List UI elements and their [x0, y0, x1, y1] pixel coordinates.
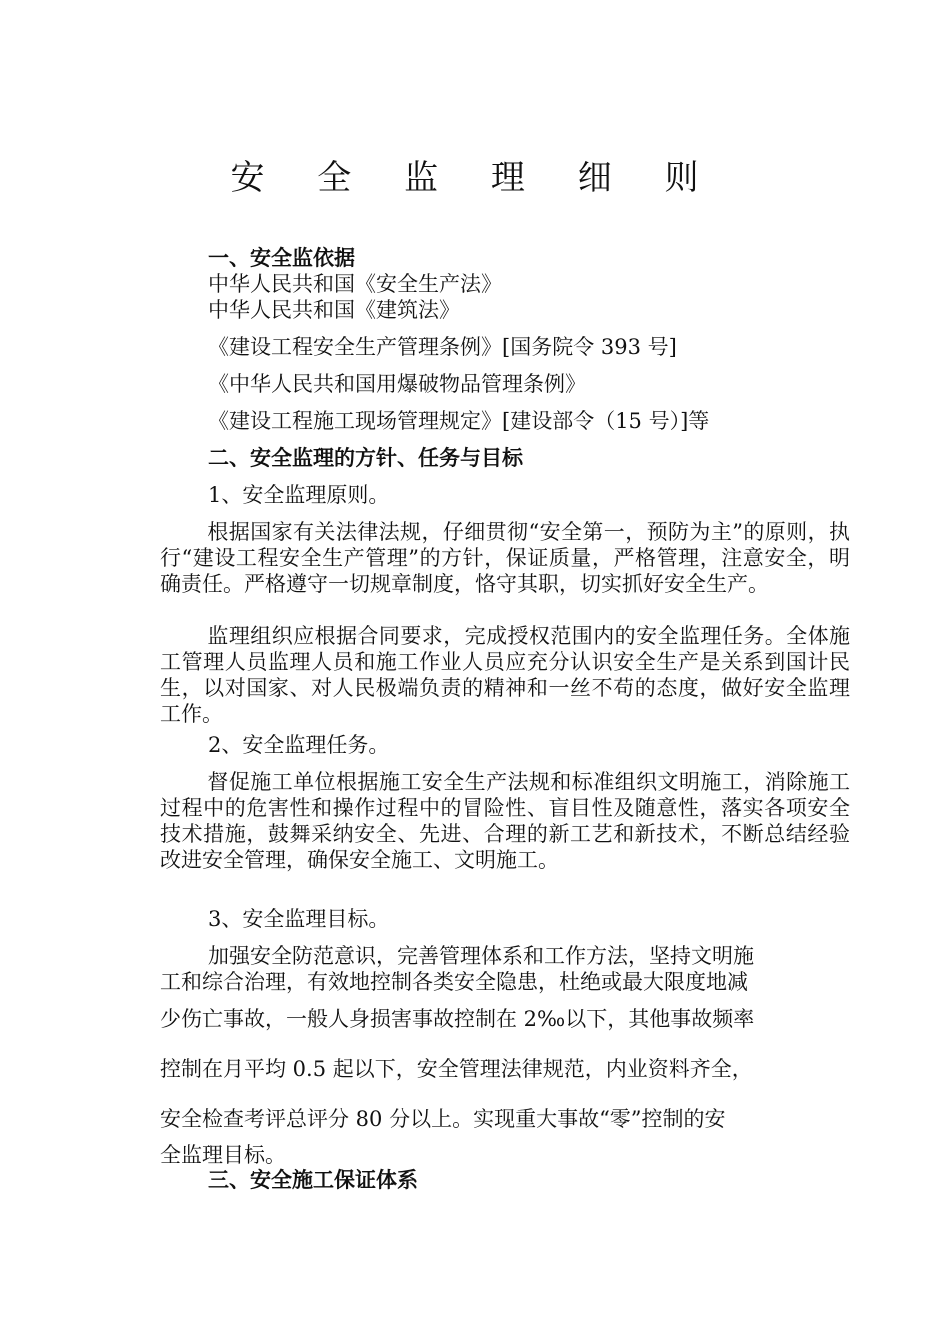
subsection-title: 3、安全监理目标。 — [208, 907, 390, 931]
section-heading-1: 一、安全监依据 — [208, 246, 355, 270]
paragraph-line: 加强安全防范意识，完善管理体系和工作方法，坚持文明施 — [208, 944, 754, 968]
paragraph-line: 全监理目标。 — [160, 1143, 286, 1167]
paragraph-line: 安全检查考评总评分 80 分以上。实现重大事故“零”控制的安 — [160, 1107, 726, 1131]
paragraph — [160, 623, 850, 727]
basis-item: 中华人民共和国《安全生产法》 — [208, 272, 502, 296]
section-heading-2: 二、安全监理的方针、任务与目标 — [208, 446, 523, 470]
paragraph-text: 督促施工单位根据施工安全生产法规和标准组织文明施工，消除施工过程中的危害性和操作过程中的冒险性、盲目性及随意性，落实各项安全技术措施，鼓舞采纳安全、先进、合理的新工艺和新技术，不断总结经验改进安全管理，确保安全施工、文明施工。 — [160, 770, 850, 872]
subsection-title: 1、安全监理原则。 — [208, 483, 390, 507]
paragraph-text: 监理组织应根据合同要求，完成授权范围内的安全监理任务。全体施工管理人员监理人员和施工作业人员应充分认识安全生产是关系到国计民生，以对国家、对人民极端负责的精神和一丝不苟的态度，做好安全监理工作。 — [160, 624, 850, 726]
paragraph-line: 工和综合治理，有效地控制各类安全隐患，杜绝或最大限度地减 — [160, 970, 748, 994]
basis-item: 中华人民共和国《建筑法》 — [208, 298, 460, 322]
section-heading-3: 三、安全施工保证体系 — [208, 1168, 418, 1192]
paragraph-line: 少伤亡事故，一般人身损害事故控制在 2‰以下，其他事故频率 — [160, 1007, 755, 1031]
page-title: 安 全 监 理 细 则 — [230, 158, 720, 198]
basis-item: 《建设工程安全生产管理条例》[国务院令 393 号] — [208, 335, 677, 359]
paragraph-line: 控制在月平均 0.5 起以下，安全管理法律规范，内业资料齐全， — [160, 1057, 753, 1081]
subsection-title: 2、安全监理任务。 — [208, 733, 390, 757]
basis-item: 《建设工程施工现场管理规定》[建设部令（15 号）]等 — [208, 409, 710, 433]
basis-item: 《中华人民共和国用爆破物品管理条例》 — [208, 372, 586, 396]
paragraph — [160, 769, 850, 873]
paragraph-text: 根据国家有关法律法规，仔细贯彻“安全第一，预防为主”的原则，执行“建设工程安全生产管理”的方针，保证质量，严格管理，注意安全，明确责任。严格遵守一切规章制度，恪守其职，切实抓好安全生产。 — [160, 520, 850, 596]
paragraph — [160, 519, 850, 597]
